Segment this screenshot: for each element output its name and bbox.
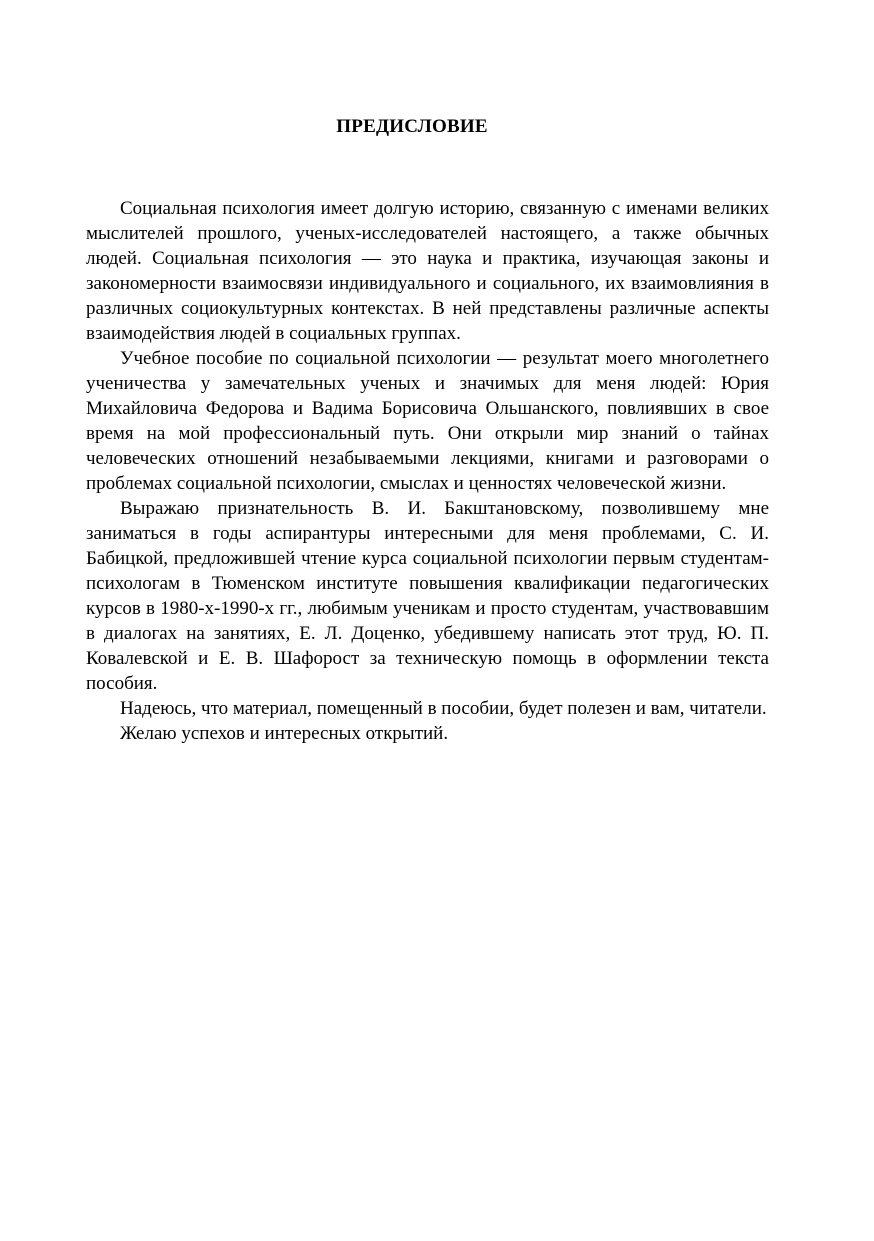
paragraph-hope: Надеюсь, что материал, помещенный в пособии, будет полезен и вам, читатели. bbox=[120, 698, 767, 719]
preface-body bbox=[86, 196, 769, 746]
paragraph-teachers: Учебное пособие по социальной психологии — результат моего многолетнего ученичества у замечательных ученых и значимых для меня людей: Юрия Михайловича Федорова и Вадима Борисовича Ольшанского, повлиявших в свое время на мой профессиональный путь. Они открыли мир знаний о тайнах человеческих отношений незабываемыми лекциями, книгами и разговорами о проблемах социальной психологии, смыслах и ценностях человеческой жизни. bbox=[86, 348, 769, 494]
paragraph-wishes: Желаю успехов и интересных открытий. bbox=[120, 723, 449, 744]
paragraph-intro: Социальная психология имеет долгую историю, связанную с именами великих мыслителей прошлого, ученых-исследователей настоящего, а также обычных людей. Социальная психология — это наука и практика, изучающая законы и закономерности взаимосвязи индивидуального и социального, их взаимовлияния в различных социокультурных контекстах. В ней представлены различные аспекты взаимодействия людей в социальных группах. bbox=[86, 198, 769, 344]
paragraph-acknowledgements: Выражаю признательность В. И. Бакштановскому, позволившему мне заниматься в годы аспирантуры интересными для меня проблемами, С. И. Бабицкой, предложившей чтение курса социальной психологии первым студентам-психологам в Тюменском институте повышения квалификации педагогических курсов в 1980-х-1990-х гг., любимым ученикам и просто студентам, участвовавшим в диалогах на занятиях, Е. Л. Доценко, убедившему написать этот труд, Ю. П. Ковалевской и Е. В. Шафорост за техническую помощь в оформлении текста пособия. bbox=[86, 498, 769, 694]
page-title: ПРЕДИСЛОВИЕ bbox=[336, 116, 488, 137]
